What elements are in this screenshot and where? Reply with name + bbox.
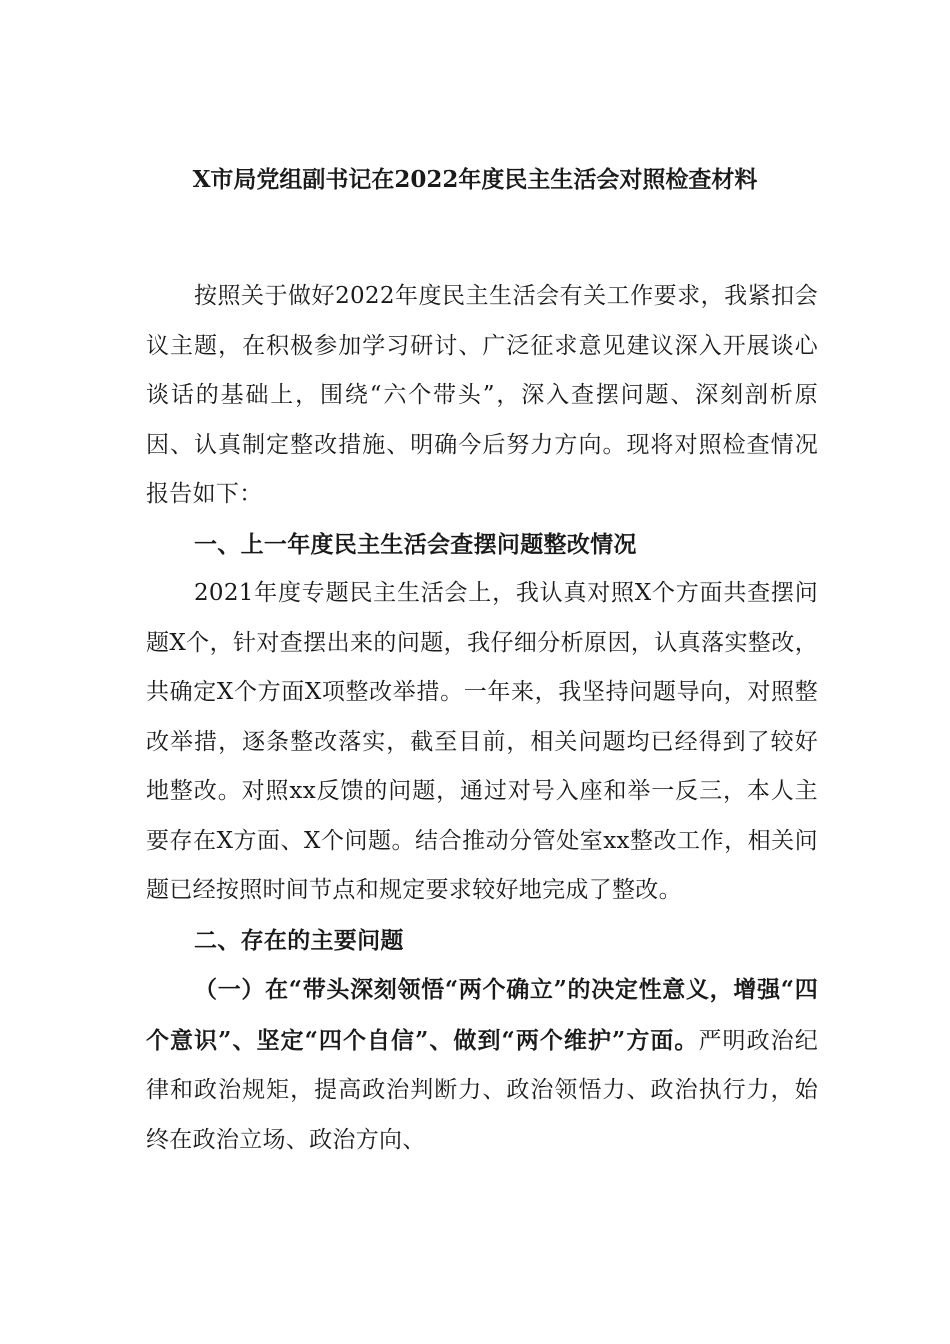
subsection-1-heading: （一）在“带头深刻领悟“两个确立”的决定性意义，增强“四个意识”、坚定“四个自信”、做到“两个维护”方面。 [146, 976, 818, 1054]
section-heading-2: 二、存在的主要问题 [194, 926, 404, 954]
subsection-1-text: 严明政治纪律和政治规矩，提高政治判断力、政治领悟力、政治执行力，始终在政治立场、政治方向、 [146, 1027, 818, 1153]
document-body [146, 272, 818, 1165]
intro-paragraph: 按照关于做好2022年度民主生活会有关工作要求，我紧扣会议主题，在积极参加学习研讨、广泛征求意见建议深入开展谈心谈话的基础上，围绕“六个带头”，深入查摆问题、深刻剖析原因、认真制定整改措施、明确今后努力方向。现将对照检查情况报告如下： [146, 283, 818, 507]
section-heading-1: 一、上一年度民主生活会查摆问题整改情况 [194, 530, 637, 558]
section-1-paragraph: 2021年度专题民主生活会上，我认真对照X个方面共查摆问题X个，针对查摆出来的问题，我仔细分析原因，认真落实整改，共确定X个方面X项整改举措。一年来，我坚持问题导向，对照整改举措，逐条整改落实，截至目前，相关问题均已经得到了较好地整改。对照xx反馈的问题，通过对号入座和举一反三，本人主要存在X方面、X个问题。结合推动分管处室xx整改工作，相关问题已经按照时间节点和规定要求较好地完成了整改。 [146, 580, 818, 903]
subsection-1-paragraph [146, 965, 818, 1165]
document-title: X市局党组副书记在2022年度民主生活会对照检查材料 [192, 166, 758, 193]
